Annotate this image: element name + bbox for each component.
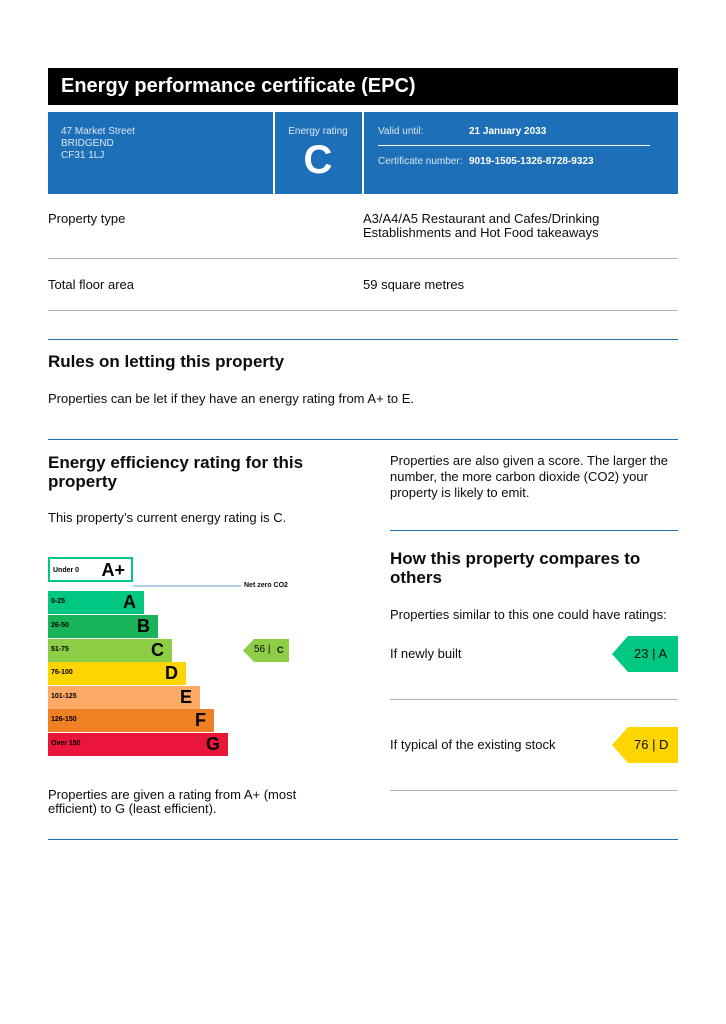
band-range: Over 150	[51, 740, 81, 747]
band-letter: F	[195, 710, 206, 730]
score-explanation-line: property is likely to emit.	[390, 485, 530, 500]
property-type-label: Property type	[48, 211, 126, 226]
floor-area-value: 59 square metres	[363, 277, 465, 292]
address-line-3: CF31 1LJ	[61, 150, 105, 161]
band-letter: C	[151, 640, 164, 660]
page-title: Energy performance certificate (EPC)	[48, 68, 678, 105]
band-range: 26-50	[51, 622, 69, 629]
compare-rating-newly-built	[612, 636, 678, 672]
band-a-plus	[48, 557, 133, 582]
band-letter: G	[205, 734, 220, 754]
compare-rating-value: 76 | D	[634, 737, 669, 752]
score-explanation-line: Properties are also given a score. The larger the	[390, 453, 668, 468]
valid-until-value: 21 January 2033	[469, 126, 547, 137]
rating-explanation-line: Properties are given a rating from A+ (most	[48, 787, 297, 802]
efficiency-heading	[48, 453, 303, 491]
section-divider	[48, 439, 678, 440]
band-letter: E	[179, 687, 192, 707]
band-e	[48, 686, 200, 709]
property-type-value-line: Establishments and Hot Food takeaways	[363, 225, 599, 240]
net-zero-label: Net zero CO2	[244, 582, 288, 589]
property-type-value	[363, 212, 599, 240]
compare-label-newly-built: If newly built	[390, 646, 462, 661]
band-f	[48, 709, 214, 732]
band-range: 76-100	[51, 669, 73, 676]
band-g	[48, 733, 228, 756]
compare-heading-line: others	[390, 568, 442, 587]
efficiency-heading-line: property	[48, 472, 117, 491]
band-letter: B	[137, 616, 150, 636]
section-divider	[390, 530, 678, 531]
current-rating-text: This property’s current energy rating is C.	[48, 510, 287, 525]
rating-explanation	[48, 788, 296, 816]
rating-explanation-line: efficient) to G (least efficient).	[48, 801, 217, 816]
band-letter: A+	[101, 560, 125, 580]
compare-label-existing-stock: If typical of the existing stock	[390, 737, 556, 752]
address-line-2: BRIDGEND	[61, 138, 114, 149]
section-divider	[48, 339, 678, 340]
band-letter: D	[165, 663, 178, 683]
certificate-number-value: 9019-1505-1326-8728-9323	[469, 156, 594, 167]
property-type-value-line: A3/A4/A5 Restaurant and Cafes/Drinking	[363, 211, 600, 226]
compare-heading-line: How this property compares to	[390, 549, 641, 568]
current-rating-marker	[243, 639, 289, 662]
band-range: 101-125	[51, 693, 77, 700]
certificate-number-label: Certificate number:	[378, 156, 463, 167]
band-b	[48, 615, 158, 638]
marker-score: 56 |	[254, 644, 271, 655]
marker-letter: C	[277, 645, 284, 655]
band-a	[48, 591, 144, 614]
band-range: 51-75	[51, 646, 69, 653]
divider	[390, 699, 678, 700]
divider	[362, 112, 364, 194]
divider	[48, 310, 678, 311]
compare-rating-existing-stock	[612, 727, 678, 763]
band-range: 0-25	[51, 598, 66, 605]
score-explanation-line: number, the more carbon dioxide (CO2) your	[390, 469, 648, 484]
energy-rating-letter: C	[303, 138, 333, 182]
rules-heading: Rules on letting this property	[48, 352, 285, 371]
divider	[390, 790, 678, 791]
compare-heading	[390, 549, 640, 587]
compare-intro: Properties similar to this one could have ratings:	[390, 607, 667, 622]
compare-rating-value: 23 | A	[634, 646, 668, 661]
energy-rating-label: Energy rating	[288, 126, 348, 137]
section-divider	[48, 839, 678, 840]
score-explanation	[390, 453, 668, 501]
band-c	[48, 639, 172, 662]
divider	[48, 258, 678, 259]
band-d	[48, 662, 186, 685]
certificate-summary-box	[48, 112, 678, 194]
valid-until-label: Valid until:	[378, 126, 424, 137]
net-zero-line	[133, 585, 241, 587]
property-address	[61, 126, 135, 162]
divider	[378, 145, 650, 146]
band-range: Under 0	[53, 567, 80, 574]
floor-area-label: Total floor area	[48, 277, 134, 292]
efficiency-heading-line: Energy efficiency rating for this	[48, 453, 304, 472]
band-range: 126-150	[51, 716, 77, 723]
band-letter: A	[123, 592, 136, 612]
address-line-1: 47 Market Street	[61, 126, 135, 137]
rules-text: Properties can be let if they have an energy rating from A+ to E.	[48, 391, 415, 406]
